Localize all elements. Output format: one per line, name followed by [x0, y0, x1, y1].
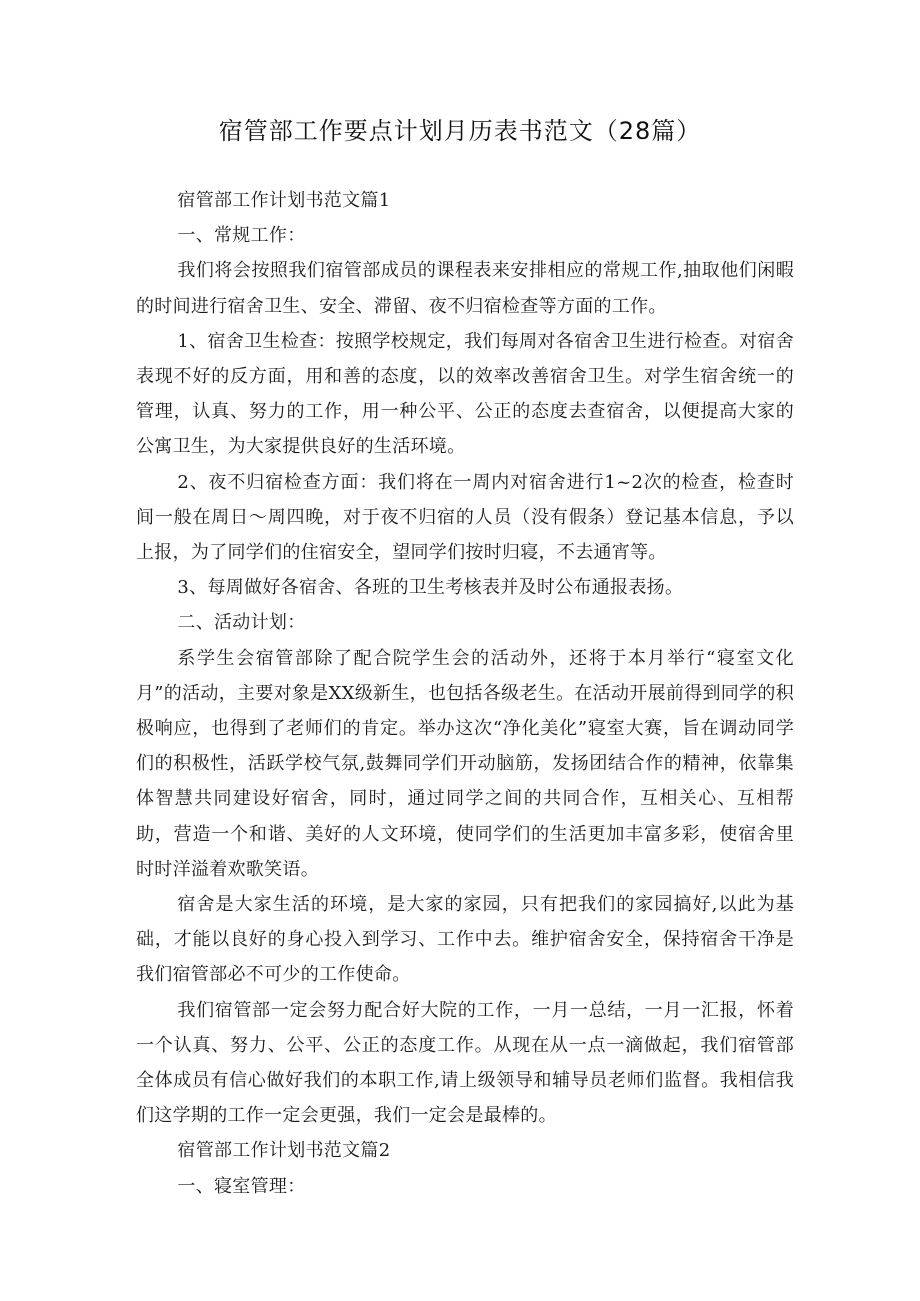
- body-paragraph: 我们宿管部一定会努力配合好大院的工作，一月一总结，一月一汇报，怀着一个认真、努力、公平、公正的态度工作。从现在从一点一滴做起，我们宿管部全体成员有信心做好我们的本职工作,请上级领导和辅导员老师们监督。我相信我们这学期的工作一定会更强，我们一定会是最棒的。: [136, 999, 794, 1127]
- document-body: [136, 183, 794, 1204]
- section-heading: 宿管部工作计划书范文篇1: [177, 190, 391, 211]
- subsection-heading: 二、活动计划：: [177, 612, 306, 634]
- body-paragraph: 1、宿舍卫生检查：按照学校规定，我们每周对各宿舍卫生进行检查。对宿舍表现不好的反方面，用和善的态度，以的效率改善宿舍卫生。对学生宿舍统一的管理，认真、努力的工作，用一种公平、公正的态度去查宿舍，以便提高大家的公寓卫生，为大家提供良好的生活环境。: [136, 330, 794, 458]
- body-paragraph: 2、夜不归宿检查方面：我们将在一周内对宿舍进行1~2次的检查，检查时间一般在周日～周四晚，对于夜不归宿的人员（没有假条）登记基本信息，予以上报，为了同学们的住宿安全，望同学们按时归寝，不去通宵等。: [136, 471, 794, 564]
- subsection-heading: 一、常规工作：: [177, 225, 306, 247]
- subsection-heading: 一、寝室管理：: [177, 1175, 306, 1197]
- section-heading: 宿管部工作计划书范文篇2: [177, 1140, 391, 1162]
- body-paragraph: 我们将会按照我们宿管部成员的课程表来安排相应的常规工作,抽取他们闲暇的时间进行宿舍卫生、安全、滞留、夜不归宿检查等方面的工作。: [136, 260, 794, 317]
- body-paragraph: 系学生会宿管部除了配合院学生会的活动外，还将于本月举行“寝室文化月”的活动，主要对象是XX级新生，也包括各级老生。在活动开展前得到同学的积极响应，也得到了老师们的肯定。举办这次“净化美化”寝室大赛，旨在调动同学们的积极性，活跃学校气氛,鼓舞同学们开动脑筋，发扬团结合作的精神，依靠集体智慧共同建设好宿舍，同时，通过同学之间的共同合作，互相关心、互相帮助，营造一个和谐、美好的人文环境，使同学们的生活更加丰富多彩，使宿舍里时时洋溢着欢歌笑语。: [136, 647, 794, 880]
- body-paragraph: 宿舍是大家生活的环境，是大家的家园，只有把我们的家园搞好,以此为基础，才能以良好的身心投入到学习、工作中去。维护宿舍安全，保持宿舍干净是我们宿管部必不可少的工作使命。: [136, 894, 794, 986]
- body-paragraph: 3、每周做好各宿舍、各班的卫生考核表并及时公布通报表扬。: [177, 577, 684, 599]
- document-title: 宿管部工作要点计划月历表书范文（28篇）: [218, 117, 702, 145]
